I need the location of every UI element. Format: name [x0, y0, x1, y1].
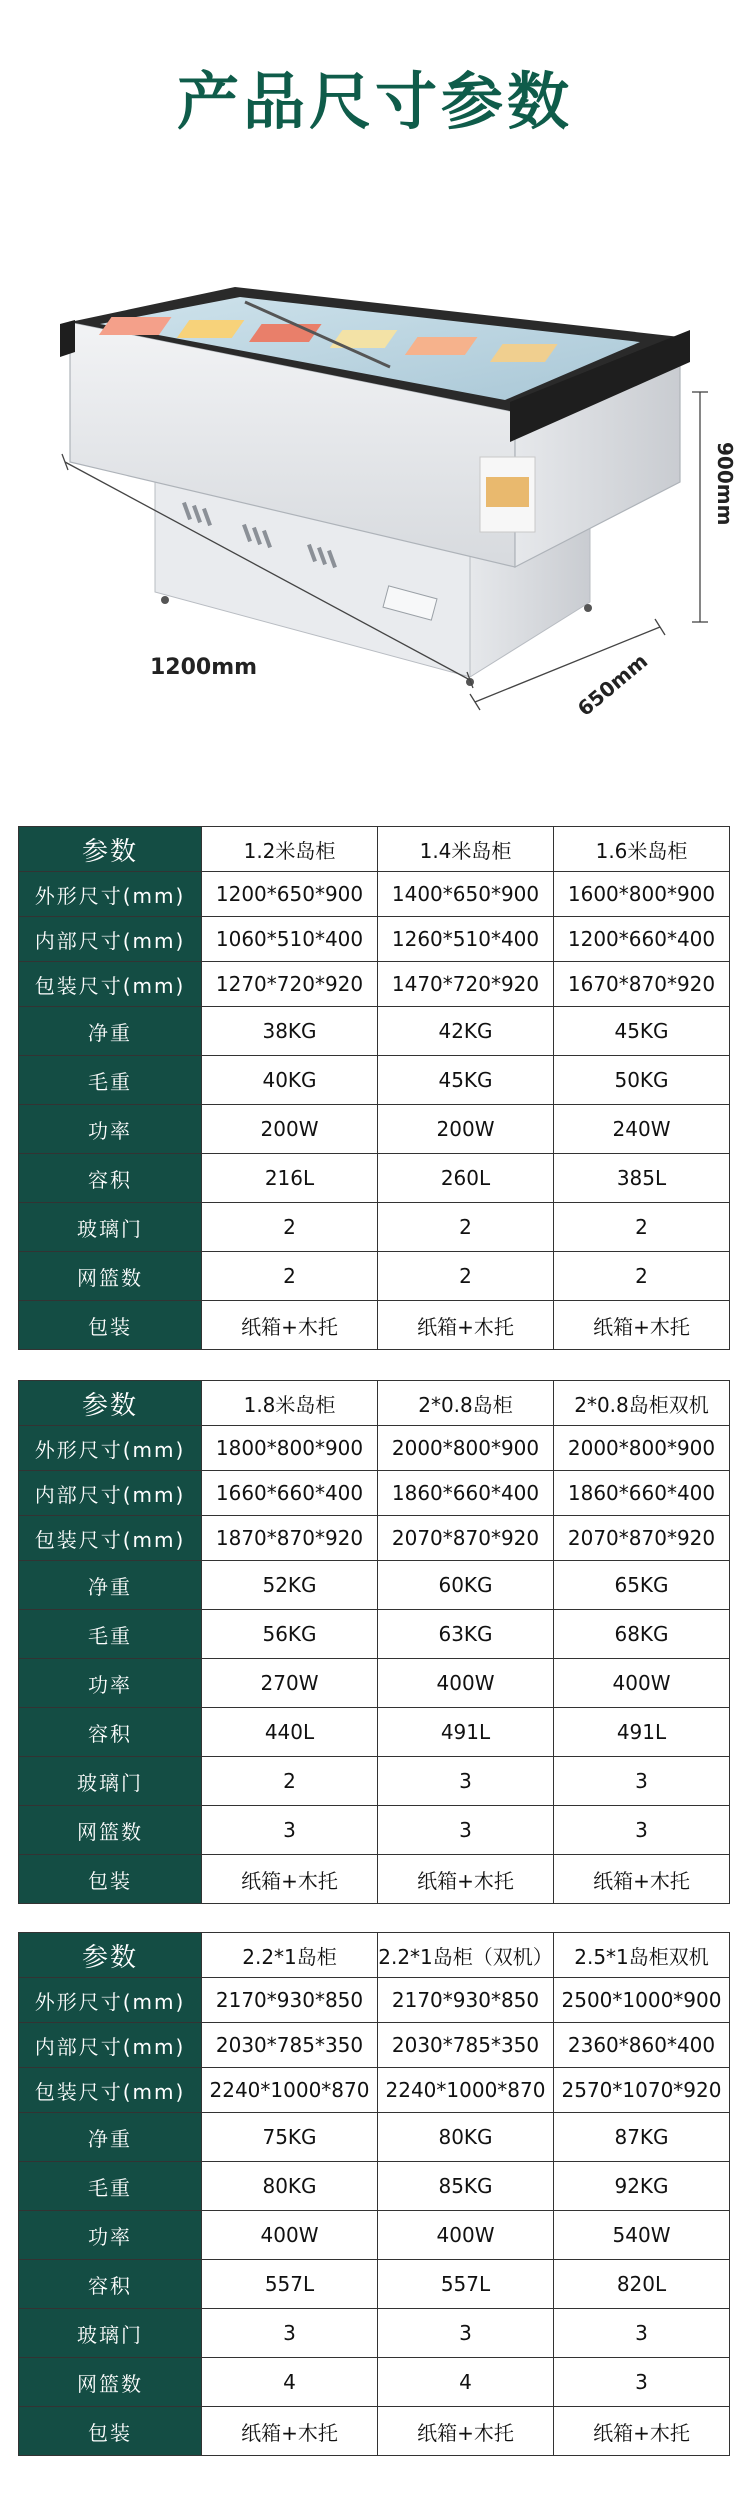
row-label: 内部尺寸(mm)	[19, 2023, 202, 2068]
table-cell: 92KG	[554, 2162, 730, 2211]
table-cell: 纸箱+木托	[554, 1855, 730, 1904]
width-dimension-label: 1200mm	[150, 655, 258, 680]
table-cell: 65KG	[554, 1561, 730, 1610]
table-cell: 2	[554, 1203, 730, 1252]
table-row	[19, 1806, 730, 1855]
row-label: 净重	[19, 1561, 202, 1610]
column-header: 2.5*1岛柜双机	[554, 1933, 730, 1978]
table-cell: 200W	[378, 1105, 554, 1154]
table-cell: 2360*860*400	[554, 2023, 730, 2068]
table-cell: 2	[202, 1203, 378, 1252]
table-cell: 3	[378, 1806, 554, 1855]
table-cell: 1860*660*400	[554, 1471, 730, 1516]
table-row	[19, 1561, 730, 1610]
table-cell: 385L	[554, 1154, 730, 1203]
table-cell: 45KG	[554, 1007, 730, 1056]
row-label: 内部尺寸(mm)	[19, 917, 202, 962]
table-cell: 1660*660*400	[202, 1471, 378, 1516]
row-label: 功率	[19, 1105, 202, 1154]
table-cell: 1400*650*900	[378, 872, 554, 917]
column-header: 2.2*1岛柜	[202, 1933, 378, 1978]
row-label: 外形尺寸(mm)	[19, 872, 202, 917]
table-cell: 2030*785*350	[202, 2023, 378, 2068]
table-row	[19, 1154, 730, 1203]
table-cell: 400W	[378, 1659, 554, 1708]
table-cell: 1860*660*400	[378, 1471, 554, 1516]
table-row	[19, 962, 730, 1007]
table-cell: 60KG	[378, 1561, 554, 1610]
table-row	[19, 2113, 730, 2162]
table-cell: 52KG	[202, 1561, 378, 1610]
table-row	[19, 1516, 730, 1561]
table-row	[19, 1471, 730, 1516]
row-label: 玻璃门	[19, 1203, 202, 1252]
table-cell: 2	[554, 1252, 730, 1301]
table-cell: 1060*510*400	[202, 917, 378, 962]
table-cell: 2000*800*900	[554, 1426, 730, 1471]
row-label: 包装	[19, 1855, 202, 1904]
table-row	[19, 1610, 730, 1659]
table-cell: 2500*1000*900	[554, 1978, 730, 2023]
row-label: 内部尺寸(mm)	[19, 1471, 202, 1516]
table-cell: 1200*650*900	[202, 872, 378, 917]
column-header: 1.2米岛柜	[202, 827, 378, 872]
table-cell: 纸箱+木托	[378, 1855, 554, 1904]
table-row	[19, 2023, 730, 2068]
depth-dimension-label: 650mm	[572, 648, 653, 721]
table-cell: 270W	[202, 1659, 378, 1708]
table-row	[19, 2162, 730, 2211]
table-cell: 540W	[554, 2211, 730, 2260]
table-cell: 3	[202, 1806, 378, 1855]
row-label: 净重	[19, 1007, 202, 1056]
table-row	[19, 1978, 730, 2023]
table-cell: 3	[554, 1757, 730, 1806]
table-cell: 2240*1000*870	[378, 2068, 554, 2113]
row-label: 功率	[19, 1659, 202, 1708]
table-row	[19, 917, 730, 962]
table-cell: 240W	[554, 1105, 730, 1154]
table-cell: 80KG	[378, 2113, 554, 2162]
row-label: 包装尺寸(mm)	[19, 1516, 202, 1561]
table-cell: 400W	[202, 2211, 378, 2260]
table-row	[19, 1007, 730, 1056]
row-label: 容积	[19, 1708, 202, 1757]
row-label: 包装	[19, 2407, 202, 2456]
table-row	[19, 1855, 730, 1904]
column-header: 2*0.8岛柜双机	[554, 1381, 730, 1426]
table-row	[19, 2309, 730, 2358]
table-cell: 纸箱+木托	[378, 2407, 554, 2456]
row-label: 毛重	[19, 1056, 202, 1105]
table-cell: 1670*870*920	[554, 962, 730, 1007]
table-cell: 400W	[554, 1659, 730, 1708]
table-row	[19, 1708, 730, 1757]
table-cell: 纸箱+木托	[202, 1855, 378, 1904]
table-cell: 68KG	[554, 1610, 730, 1659]
table-cell: 45KG	[378, 1056, 554, 1105]
table-cell: 63KG	[378, 1610, 554, 1659]
table-cell: 3	[378, 2309, 554, 2358]
table-cell: 2	[378, 1252, 554, 1301]
table-cell: 440L	[202, 1708, 378, 1757]
table-row	[19, 1659, 730, 1708]
table-cell: 2070*870*920	[554, 1516, 730, 1561]
table-row	[19, 1203, 730, 1252]
table-row	[19, 1252, 730, 1301]
table-cell: 3	[554, 1806, 730, 1855]
table-row	[19, 1301, 730, 1350]
table-row	[19, 2407, 730, 2456]
table-cell: 4	[378, 2358, 554, 2407]
table-cell: 491L	[378, 1708, 554, 1757]
table-cell: 3	[554, 2358, 730, 2407]
table-cell: 纸箱+木托	[554, 2407, 730, 2456]
column-header: 2.2*1岛柜（双机）	[378, 1933, 554, 1978]
table-cell: 75KG	[202, 2113, 378, 2162]
table-cell: 40KG	[202, 1056, 378, 1105]
table-row	[19, 2260, 730, 2309]
table-cell: 纸箱+木托	[202, 1301, 378, 1350]
row-label: 参数	[19, 1381, 202, 1426]
row-label: 网篮数	[19, 1252, 202, 1301]
table-cell: 216L	[202, 1154, 378, 1203]
table-cell: 3	[202, 2309, 378, 2358]
table-cell: 2170*930*850	[378, 1978, 554, 2023]
table-cell: 491L	[554, 1708, 730, 1757]
row-label: 净重	[19, 2113, 202, 2162]
table-cell: 85KG	[378, 2162, 554, 2211]
table-cell: 3	[554, 2309, 730, 2358]
island-freezer-illustration	[0, 262, 750, 782]
table-cell: 260L	[378, 1154, 554, 1203]
table-cell: 87KG	[554, 2113, 730, 2162]
column-header: 1.6米岛柜	[554, 827, 730, 872]
table-cell: 42KG	[378, 1007, 554, 1056]
spec-table-2	[18, 1380, 730, 1904]
table-cell: 80KG	[202, 2162, 378, 2211]
row-label: 毛重	[19, 2162, 202, 2211]
table-cell: 2	[378, 1203, 554, 1252]
table-cell: 3	[378, 1757, 554, 1806]
table-cell: 纸箱+木托	[554, 1301, 730, 1350]
row-label: 功率	[19, 2211, 202, 2260]
table-row	[19, 1105, 730, 1154]
row-label: 包装	[19, 1301, 202, 1350]
table-cell: 1470*720*920	[378, 962, 554, 1007]
table-cell: 2030*785*350	[378, 2023, 554, 2068]
table-row	[19, 1757, 730, 1806]
row-label: 参数	[19, 1933, 202, 1978]
table-header-row	[19, 827, 730, 872]
table-cell: 557L	[202, 2260, 378, 2309]
table-row	[19, 2211, 730, 2260]
row-label: 参数	[19, 827, 202, 872]
row-label: 容积	[19, 2260, 202, 2309]
row-label: 毛重	[19, 1610, 202, 1659]
table-cell: 1600*800*900	[554, 872, 730, 917]
table-cell: 1800*800*900	[202, 1426, 378, 1471]
row-label: 玻璃门	[19, 2309, 202, 2358]
table-cell: 50KG	[554, 1056, 730, 1105]
table-cell: 1260*510*400	[378, 917, 554, 962]
table-row	[19, 1426, 730, 1471]
table-cell: 2240*1000*870	[202, 2068, 378, 2113]
table-header-row	[19, 1933, 730, 1978]
table-cell: 56KG	[202, 1610, 378, 1659]
row-label: 玻璃门	[19, 1757, 202, 1806]
row-label: 包装尺寸(mm)	[19, 962, 202, 1007]
table-header-row	[19, 1381, 730, 1426]
table-cell: 38KG	[202, 1007, 378, 1056]
height-dimension-label: 900mm	[713, 442, 737, 526]
row-label: 包装尺寸(mm)	[19, 2068, 202, 2113]
table-cell: 2070*870*920	[378, 1516, 554, 1561]
table-cell: 2170*930*850	[202, 1978, 378, 2023]
table-cell: 200W	[202, 1105, 378, 1154]
column-header: 1.4米岛柜	[378, 827, 554, 872]
table-cell: 2	[202, 1757, 378, 1806]
table-cell: 1270*720*920	[202, 962, 378, 1007]
table-row	[19, 2358, 730, 2407]
table-cell: 557L	[378, 2260, 554, 2309]
table-cell: 400W	[378, 2211, 554, 2260]
row-label: 外形尺寸(mm)	[19, 1426, 202, 1471]
table-cell: 2	[202, 1252, 378, 1301]
page-title: 产品尺寸参数	[176, 65, 573, 138]
table-cell: 1200*660*400	[554, 917, 730, 962]
spec-table-3	[18, 1932, 730, 2456]
row-label: 网篮数	[19, 2358, 202, 2407]
row-label: 容积	[19, 1154, 202, 1203]
table-cell: 2000*800*900	[378, 1426, 554, 1471]
table-cell: 2570*1070*920	[554, 2068, 730, 2113]
table-cell: 纸箱+木托	[202, 2407, 378, 2456]
row-label: 外形尺寸(mm)	[19, 1978, 202, 2023]
table-cell: 820L	[554, 2260, 730, 2309]
table-row	[19, 2068, 730, 2113]
column-header: 1.8米岛柜	[202, 1381, 378, 1426]
table-cell: 4	[202, 2358, 378, 2407]
table-cell: 1870*870*920	[202, 1516, 378, 1561]
table-cell: 纸箱+木托	[378, 1301, 554, 1350]
spec-table-1	[18, 826, 730, 1350]
column-header: 2*0.8岛柜	[378, 1381, 554, 1426]
table-row	[19, 872, 730, 917]
table-row	[19, 1056, 730, 1105]
row-label: 网篮数	[19, 1806, 202, 1855]
